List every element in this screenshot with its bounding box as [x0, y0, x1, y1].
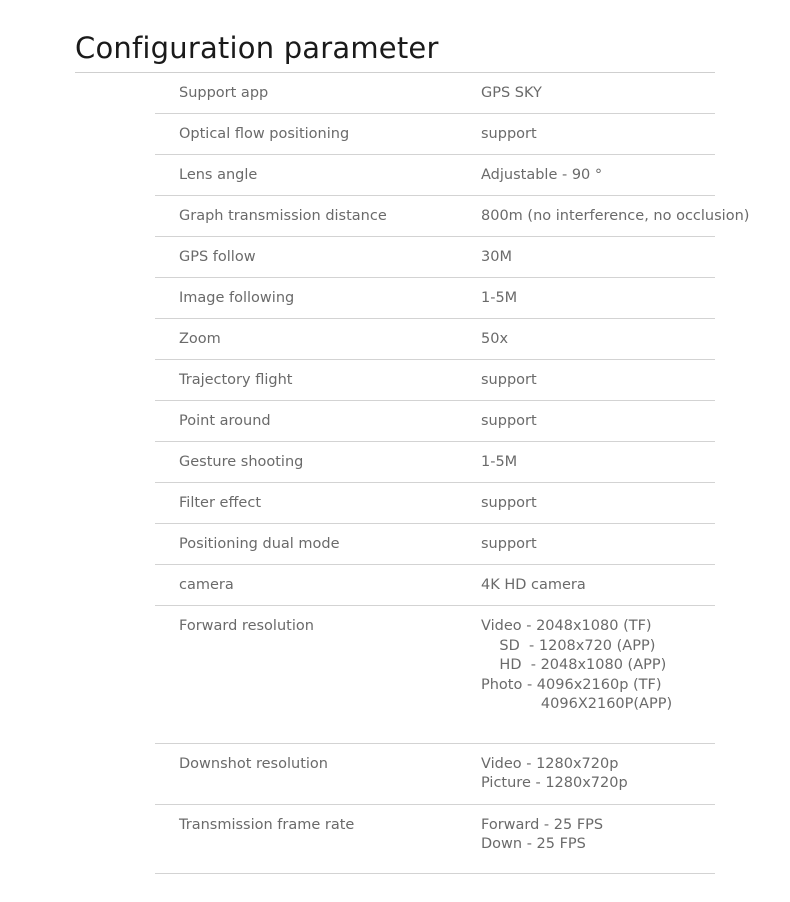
spec-row: [155, 401, 715, 442]
spec-value-line: Picture - 1280x720p: [481, 775, 628, 791]
spec-label: Forward resolution: [179, 618, 314, 634]
page-title: Configuration parameter: [75, 31, 439, 65]
spec-table: [155, 73, 750, 874]
spec-label: Downshot resolution: [179, 755, 328, 772]
spec-value: [481, 330, 508, 359]
spec-value-line: Photo - 4096x2160p (TF): [481, 676, 662, 693]
spec-value: [481, 816, 603, 855]
spec-label: GPS follow: [179, 249, 256, 265]
spec-value: [481, 494, 537, 523]
spec-row: [155, 237, 715, 278]
spec-row: [155, 606, 715, 744]
spec-label: Positioning dual mode: [179, 536, 340, 552]
spec-value: [481, 453, 517, 482]
spec-value: [481, 289, 517, 318]
spec-value-line: 1-5M: [481, 454, 518, 470]
spec-row: [155, 360, 715, 401]
spec-value-line: GPS SKY: [481, 85, 542, 101]
spec-value: [481, 125, 537, 154]
spec-value: [481, 617, 672, 715]
spec-label: Graph transmission distance: [179, 208, 387, 224]
spec-row: [155, 73, 715, 114]
spec-value: [481, 207, 749, 236]
spec-row: [155, 524, 715, 565]
spec-label: Filter effect: [179, 495, 262, 511]
spec-value-line: SD - 1208x720 (APP): [481, 637, 656, 654]
spec-label: Zoom: [179, 331, 221, 347]
spec-value-line: Forward - 25 FPS: [481, 816, 604, 833]
spec-row: [155, 565, 715, 606]
spec-value-line: 4096X2160P(APP): [481, 696, 673, 712]
spec-row: [155, 805, 715, 874]
spec-value-line: HD - 2048x1080 (APP): [481, 657, 667, 673]
spec-value-line: Adjustable - 90 °: [481, 167, 603, 183]
spec-label: Trajectory flight: [179, 372, 293, 388]
spec-value: [481, 371, 537, 400]
spec-value-line: Down - 25 FPS: [481, 836, 586, 852]
spec-value: [481, 84, 542, 113]
spec-value-line: 50x: [481, 331, 509, 347]
spec-row: [155, 278, 715, 319]
spec-value-line: support: [481, 536, 537, 552]
spec-value: [481, 166, 602, 195]
spec-value-line: support: [481, 372, 537, 388]
spec-label: Point around: [179, 413, 271, 429]
spec-label: Support app: [179, 85, 269, 101]
spec-row: [155, 744, 715, 805]
spec-value-line: 4K HD camera: [481, 577, 586, 593]
spec-label: Transmission frame rate: [179, 816, 355, 833]
spec-value-line: support: [481, 413, 537, 429]
spec-label: Image following: [179, 290, 295, 306]
spec-row: [155, 442, 715, 483]
spec-value: [481, 535, 537, 564]
spec-value-line: Video - 2048x1080 (TF): [481, 618, 652, 634]
spec-label: camera: [179, 577, 234, 593]
spec-value-line: support: [481, 126, 537, 142]
spec-label: Lens angle: [179, 167, 258, 183]
spec-row: [155, 319, 715, 360]
spec-value: [481, 248, 512, 277]
spec-row: [155, 155, 715, 196]
spec-value: [481, 576, 586, 605]
spec-row: [155, 196, 750, 237]
spec-value: [481, 412, 537, 441]
spec-row: [155, 483, 715, 524]
spec-value-line: 800m (no interference, no occlusion): [481, 208, 750, 224]
spec-value-line: 1-5M: [481, 290, 518, 306]
spec-value-line: 30M: [481, 249, 512, 265]
spec-value: [481, 755, 628, 794]
spec-row: [155, 114, 715, 155]
spec-value-line: Video - 1280x720p: [481, 755, 619, 772]
spec-label: Gesture shooting: [179, 454, 304, 470]
spec-label: Optical flow positioning: [179, 126, 350, 142]
spec-value-line: support: [481, 495, 537, 511]
